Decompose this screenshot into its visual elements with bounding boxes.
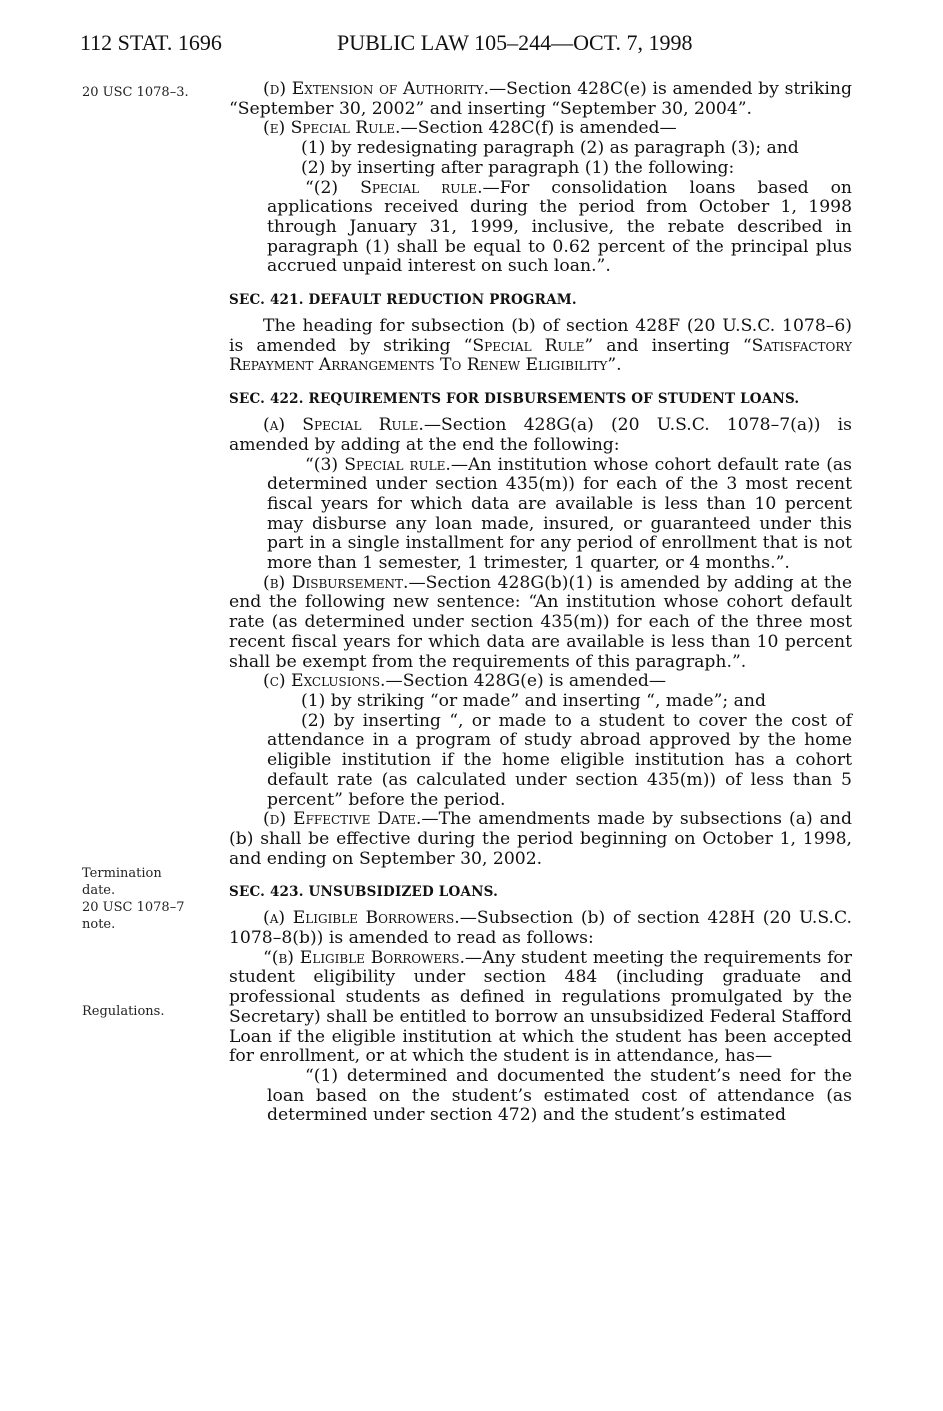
quoted-special-rule-2: “(2) Special rule.—For consolidation loans based on applications received during the period from October 1, 1998 through January 31, 1999, inclusive, the rebate described in paragraph (1) shall be equal to 0.62 percent of the principal plus accrued unpaid interest on such loan.”.	[267, 177, 852, 277]
statute-reference: 112 STAT. 1696	[80, 30, 222, 55]
running-header	[80, 30, 860, 60]
paragraph-exclusions: (c) Exclusions.—Section 428G(e) is amended—	[263, 671, 667, 692]
paragraph-eligible-borrowers-a: (a) Eligible Borrowers.—Subsection (b) of section 428H (20 U.S.C. 1078–8(b)) is amended to read as follows:	[229, 908, 852, 949]
paragraph-sec421: The heading for subsection (b) of section 428F (20 U.S.C. 1078–6) is amended by striking “Special Rule” and inserting “Satisfactory Repayment Arrangements To Renew Eligibility”.	[229, 316, 852, 376]
paragraph-disbursement: (b) Disbursement.—Section 428G(b)(1) is amended by adding at the end the following new sentence: “An institution whose cohort default rate (as determined under section 435(m)) for each of the three most recent fiscal years for which data are available is less than 10 percent shall be exempt from the requirements of this paragraph.”.	[229, 572, 853, 672]
paragraph-effective-date: (d) Effective Date.—The amendments made by subsections (a) and (b) shall be effective during the period beginning on October 1, 1998, and ending on September 30, 2002.	[229, 809, 852, 869]
quoted-special-rule-3: “(3) Special rule.—An institution whose cohort default rate (as determined under section 435(m)) for each of the 3 most recent fiscal years for which data are available is less than 10 percent may disburse any loan made, insured, or guaranteed under this part in a single installment for any period of enrollment that is not more than 1 semester, 1 trimester, 1 quarter, or 4 months.”.	[267, 454, 852, 574]
paragraph-special-rule-a: (a) Special Rule.—Section 428G(a) (20 U.S.C. 1078–7(a)) is amended by adding at the end the following:	[229, 415, 852, 455]
quoted-eligible-borrowers-b: “(b) Eligible Borrowers.—Any student meeting the requirements for student eligibility under section 484 (including graduate and professional students as defined in regulations promulgated by the Secretary) shall be entitled to borrow an unsubsidized Federal Stafford Loan if the eligible institution at which the student has been accepted for enrollment, or at which the student is in attendance, has—	[229, 947, 852, 1067]
quoted-clause-b1: “(1) determined and documented the student’s need for the loan based on the student’s estimated cost of attendance (as determined under section 472) and the student’s estimated	[267, 1065, 852, 1126]
section-heading-423: SEC. 423. UNSUBSIDIZED LOANS.	[229, 884, 499, 901]
document-body	[229, 80, 852, 1126]
clause-e2: (2) by inserting after paragraph (1) the following:	[301, 157, 735, 178]
margin-note-regulations: Regulations.	[82, 1004, 165, 1019]
clause-c1: (1) by striking “or made” and inserting “, made”; and	[301, 690, 766, 711]
paragraph-special-rule-e: (e) Special Rule.—Section 428C(f) is amended—	[263, 118, 677, 139]
paragraph-extension-of-authority: (d) Extension of Authority.—Section 428C(e) is amended by striking “September 30, 2002” and inserting “September 30, 2004”.	[229, 79, 852, 119]
margin-note-termination: Termination date. 20 USC 1078–7 note.	[82, 866, 185, 932]
public-law-reference: PUBLIC LAW 105–244—OCT. 7, 1998	[337, 30, 693, 55]
section-heading-422: SEC. 422. REQUIREMENTS FOR DISBURSEMENTS OF STUDENT LOANS.	[229, 391, 800, 408]
clause-c2: (2) by inserting “, or made to a student to cover the cost of attendance in a program of study abroad approved by the home eligible institution if the home eligible institution has a cohort default rate (as calculated under section 435(m)) of less than 5 percent” before the period.	[267, 710, 852, 810]
clause-e1: (1) by redesignating paragraph (2) as paragraph (3); and	[301, 138, 799, 159]
section-heading-421: SEC. 421. DEFAULT REDUCTION PROGRAM.	[229, 292, 577, 309]
margin-note-usc: 20 USC 1078–3.	[82, 85, 189, 100]
